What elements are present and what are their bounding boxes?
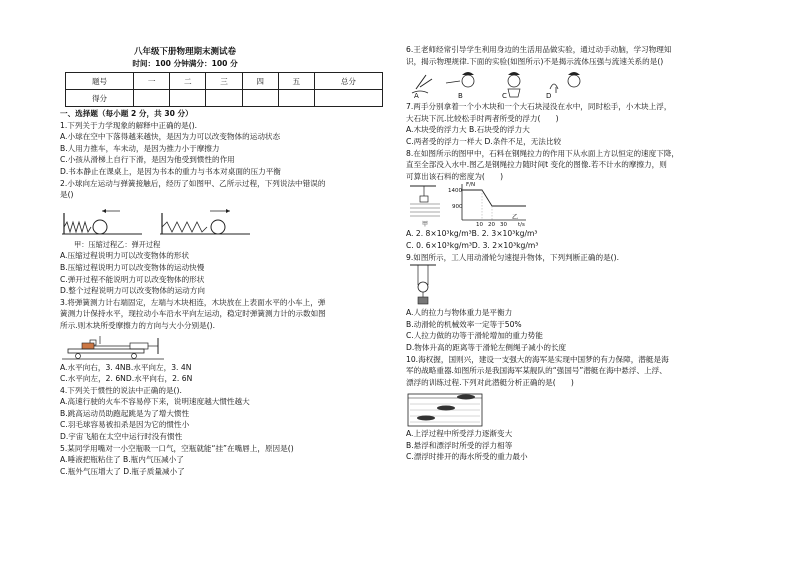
score-cell: 题号 <box>66 73 134 90</box>
score-cell: 四 <box>242 73 278 90</box>
option: A.高速行驶的火车不容易停下来，说明速度越大惯性越大 <box>60 397 250 407</box>
question-6-cont: 识，揭示物理规律.下面的实验(如图所示)不是揭示流体压强与流速关系的是() <box>406 56 664 66</box>
figure-caption: 甲：压缩过程乙：弹开过程 <box>74 239 161 249</box>
score-input-cell[interactable] <box>134 90 170 107</box>
score-cell: 五 <box>278 73 314 90</box>
option: A. 2. 8×10³kg/m³B. 2. 3×10³kg/m³ <box>406 229 538 239</box>
option: C.两者受的浮力一样大 D.条件不足，无法比较 <box>406 136 562 146</box>
option: C.瓶外气压增大了 D.瓶子质量减小了 <box>60 466 185 476</box>
submarine-figure <box>406 388 770 428</box>
score-cell: 三 <box>206 73 242 90</box>
option: C. 0. 6×10³kg/m³D. 3. 2×10³kg/m³ <box>406 240 539 250</box>
option: A.压缩过程说明力可以改变物体的形状 <box>60 251 189 261</box>
score-table <box>65 72 383 107</box>
question-1: 1.下列关于力学现象的解释中正确的是(). <box>60 120 198 130</box>
score-cell: 得分 <box>66 90 134 107</box>
figure-label: B <box>458 92 463 101</box>
option: A.上浮过程中所受浮力逐渐变大 <box>406 429 513 439</box>
pulley-figure <box>406 263 770 307</box>
figure-label: D <box>546 92 552 101</box>
exam-info: 时间：100 分钟满分：100 分 <box>132 59 238 68</box>
figure-caption: 甲 <box>422 221 429 229</box>
option: B.跳高运动员助跑起跳是为了增大惯性 <box>60 408 190 418</box>
question-3-cont: 所示.则木块所受摩擦力的方向与大小分别是(). <box>60 320 216 330</box>
option: B.人用力推车，车未动，是因为推力小于摩擦力 <box>60 143 220 153</box>
spring-figure <box>60 201 390 239</box>
option: C.弹开过程不能说明力可以改变物体的形状 <box>60 274 205 284</box>
score-cell: 一 <box>134 73 170 90</box>
score-table-header-row <box>66 73 383 90</box>
question-4: 4.下列关于惯性的说法中正确的是(). <box>60 385 182 395</box>
question-10-cont: 漂浮的训练过程.下列对此潜艇分析正确的是( ) <box>406 377 574 387</box>
question-2-cont: 是() <box>60 190 74 200</box>
option: D.书本静止在课桌上，是因为书本的重力与书本对桌面的压力平衡 <box>60 166 281 176</box>
question-3-cont: 簧测力计保持水平，现拉动小车沿水平向左运动，稳定时弹簧测力计的示数如图 <box>60 309 326 319</box>
option: C.漂浮时排开的海水所受的重力最小 <box>406 452 528 462</box>
experiment-figure <box>406 67 770 101</box>
score-cell: 二 <box>170 73 206 90</box>
left-column <box>60 108 390 477</box>
question-7-cont: 大石块下沉.比较松手时两者所受的浮力( ) <box>406 113 559 123</box>
right-column <box>406 44 770 463</box>
score-input-cell[interactable] <box>242 90 278 107</box>
axis-tick: 10 <box>476 222 483 229</box>
question-9: 9.如图所示，工人用动滑轮匀速提升物体，下列判断正确的是(). <box>406 252 620 262</box>
option: A.水平向右，3. 4NB.水平向左，3. 4N <box>60 362 192 372</box>
score-input-cell[interactable] <box>206 90 242 107</box>
score-input-cell[interactable] <box>278 90 314 107</box>
section-heading: 一、选择题（每小题 2 分，共 30 分） <box>60 109 193 118</box>
figure-label: C <box>502 92 507 101</box>
question-5: 5.某同学用嘴对一小空瓶吸一口气，空瓶就能“挂”在嘴唇上，原因是() <box>60 443 294 453</box>
score-cell: 总分 <box>314 73 382 90</box>
axis-tick: 20 <box>488 222 495 229</box>
question-3: 3.将弹簧测力计右端固定，左端与木块相连，木块放在上表面水平的小车上，弹 <box>60 297 326 307</box>
option: C.小孩从滑梯上自行下滑，是因为他受到惯性的作用 <box>60 155 235 165</box>
option: D.整个过程说明力可以改变物体的运动方向 <box>60 286 205 296</box>
question-6: 6.王老师经常引导学生利用身边的生活用品做实验，通过动手动脑，学习物理知 <box>406 45 672 54</box>
question-10-cont: 军的战略重器.如图所示是我国海军某舰队的“强国号”潜艇在海中悬浮、上浮、 <box>406 366 667 376</box>
option: A.木块受的浮力大 B.石块受的浮力大 <box>406 125 530 135</box>
option: C.水平向左，2. 6ND.水平向右，2. 6N <box>60 374 193 384</box>
axis-label: F/N <box>466 182 476 189</box>
option: A.唾液把瓶粘住了 B.瓶内气压减小了 <box>60 455 184 465</box>
stone-figure <box>406 182 770 228</box>
cart-figure <box>60 332 390 362</box>
option: C.羽毛球容易被扣杀是因为它的惯性小 <box>60 420 190 430</box>
question-8-cont: 可算出该石料的密度为( ) <box>406 171 504 181</box>
score-input-cell[interactable] <box>170 90 206 107</box>
page-title: 八年级下册物理期末测试卷 <box>133 47 236 57</box>
option: C.人拉力做的功等于滑轮增加的重力势能 <box>406 331 543 341</box>
option: B.动滑轮的机械效率一定等于50% <box>406 319 522 329</box>
question-10: 10.海权握，国则兴，建设一支强大的海军是实现中国梦的有力保障，潜艇是海 <box>406 354 669 364</box>
score-table-score-row <box>66 90 383 107</box>
axis-label: t/s <box>518 222 525 229</box>
option: A.人的拉力与物体重力是平衡力 <box>406 308 513 318</box>
question-8: 8.在如图所示的图甲中，石料在钢绳拉力的作用下从水面上方以恒定的速度下降， <box>406 148 680 158</box>
option: A.小球在空中下落得越来越快，是因为力可以改变物体的运动状态 <box>60 132 281 142</box>
score-input-cell[interactable] <box>314 90 382 107</box>
question-2: 2.小球向左运动与弹簧接触后，经历了如图甲、乙所示过程，下列说法中错误的 <box>60 178 326 188</box>
axis-tick: 1400 <box>448 188 462 195</box>
axis-tick: 30 <box>500 222 507 229</box>
figure-caption: 乙 <box>512 214 519 222</box>
axis-tick: 900 <box>452 204 463 211</box>
option: D.物体升高的距离等于滑轮左侧绳子减小的长度 <box>406 342 567 352</box>
option: B.压缩过程说明力可以改变物体的运动快慢 <box>60 262 205 272</box>
option: B.悬浮和漂浮时所受的浮力相等 <box>406 440 513 450</box>
question-7: 7.两手分别拿着一个小木块和一个大石块浸没在水中，同时松手，小木块上浮， <box>406 102 672 112</box>
question-8-cont: 直至全部没入水中.图乙是钢绳拉力随时间t 变化的图像.若不计水的摩擦力，则 <box>406 160 667 170</box>
figure-label: A <box>414 92 419 101</box>
option: D.宇宙飞船在太空中运行时没有惯性 <box>60 432 183 442</box>
